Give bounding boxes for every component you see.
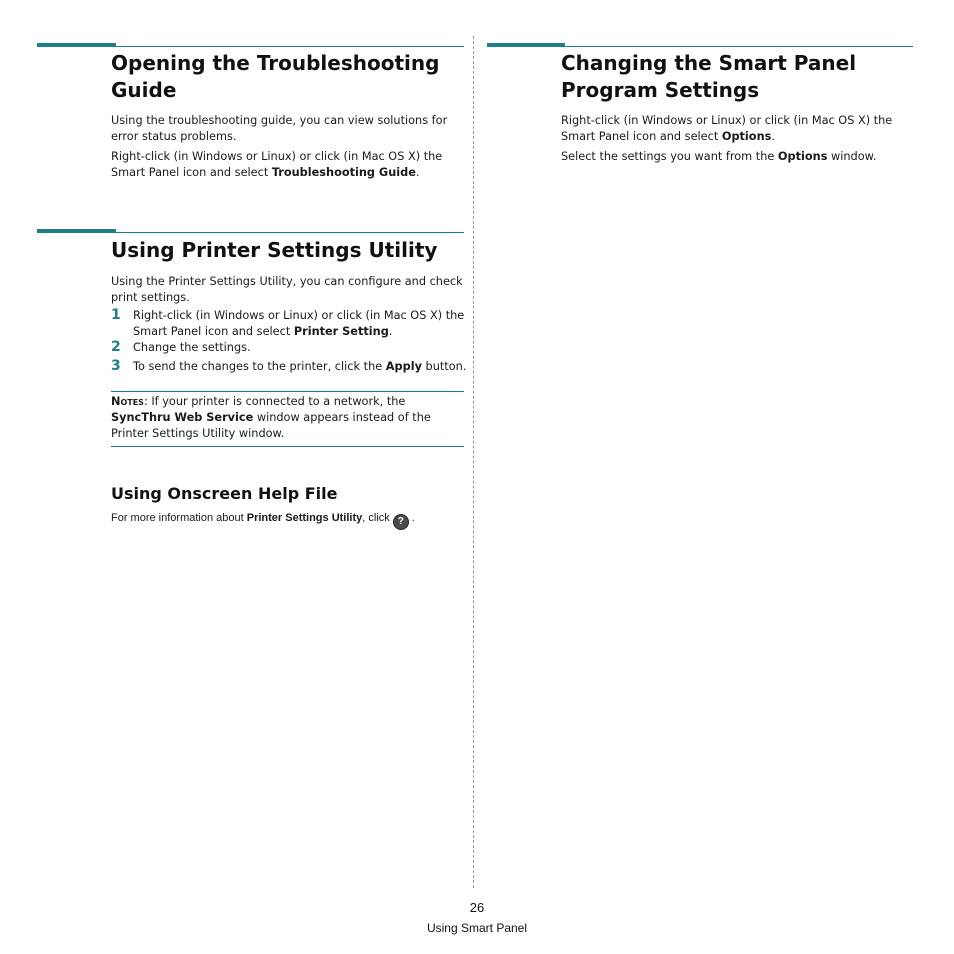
text-line: For more information about	[111, 512, 247, 524]
note-label: Notes	[111, 395, 144, 408]
text-line: window.	[827, 150, 877, 163]
troubleshooting-intro	[111, 113, 471, 145]
note-text	[111, 394, 466, 442]
heading-line: Guide	[111, 78, 177, 102]
text-line: .	[388, 325, 393, 338]
step-text	[133, 359, 473, 375]
subheading-help-file	[111, 484, 471, 504]
text-line: Using the troubleshooting guide, you can view solutions for	[111, 114, 448, 127]
section-heading-troubleshooting	[111, 50, 471, 104]
footer-title: Using Smart Panel	[426, 921, 528, 935]
menu-option-name: Options	[721, 130, 772, 143]
section-rule	[116, 46, 464, 47]
text-line: error status problems.	[111, 130, 237, 143]
app-name: Printer Settings Utility	[246, 512, 363, 524]
text-line: Right-click (in Windows or Linux) or click (in Mac OS X) the	[133, 309, 465, 322]
smart-panel-instructions	[561, 113, 921, 145]
text-line: .	[415, 166, 420, 179]
section-rule-accent	[487, 43, 565, 47]
help-icon[interactable]: ?	[393, 514, 409, 530]
heading-line: Using Printer Settings Utility	[111, 238, 438, 262]
step-text	[133, 340, 473, 356]
section-heading-smart-panel	[561, 50, 921, 104]
menu-option-name: Troubleshooting Guide	[271, 166, 416, 179]
step-number: 1	[111, 307, 121, 323]
text-line: Printer Settings Utility window.	[111, 427, 285, 440]
section-rule	[565, 46, 913, 47]
text-line: Smart Panel icon and select	[561, 130, 722, 143]
window-name: Options	[777, 150, 828, 163]
text-line: print settings.	[111, 291, 190, 304]
text-line: Using the Printer Settings Utility, you can configure and check	[111, 275, 463, 288]
text-line: : If your printer is connected to a network, the	[143, 395, 406, 408]
printer-settings-intro	[111, 274, 471, 306]
page-number: 26	[469, 900, 485, 915]
text-line: Change the settings.	[133, 341, 251, 354]
heading-line: Opening the Troubleshooting	[111, 51, 440, 75]
text-line: Select the settings you want from the	[561, 150, 778, 163]
heading-line: Using Onscreen Help File	[111, 484, 338, 503]
heading-line: Program Settings	[561, 78, 760, 102]
help-text	[111, 510, 476, 530]
step-number: 2	[111, 339, 121, 355]
menu-option-name: Printer Setting	[293, 325, 389, 338]
section-rule-accent	[37, 43, 116, 47]
text-line: , click	[362, 512, 390, 524]
text-line: Right-click (in Windows or Linux) or click (in Mac OS X) the	[111, 150, 443, 163]
text-line: Right-click (in Windows or Linux) or click (in Mac OS X) the	[561, 114, 893, 127]
section-rule-accent	[37, 229, 116, 233]
text-line: Smart Panel icon and select	[133, 325, 294, 338]
window-name: SyncThru Web Service	[111, 411, 254, 424]
section-rule	[116, 232, 464, 233]
heading-line: Changing the Smart Panel	[561, 51, 857, 75]
text-line: .	[771, 130, 775, 143]
text-line: button.	[421, 360, 467, 373]
text-line: .	[411, 512, 415, 524]
text-line: To send the changes to the printer, click the	[133, 360, 386, 373]
step-text	[133, 308, 473, 340]
text-line: Smart Panel icon and select	[111, 166, 272, 179]
section-heading-printer-settings	[111, 237, 471, 264]
button-name: Apply	[385, 360, 422, 373]
step-number: 3	[111, 358, 121, 374]
troubleshooting-instructions	[111, 149, 471, 181]
column-divider	[473, 36, 474, 888]
text-line: window appears instead of the	[253, 411, 431, 424]
smart-panel-options	[561, 149, 921, 165]
